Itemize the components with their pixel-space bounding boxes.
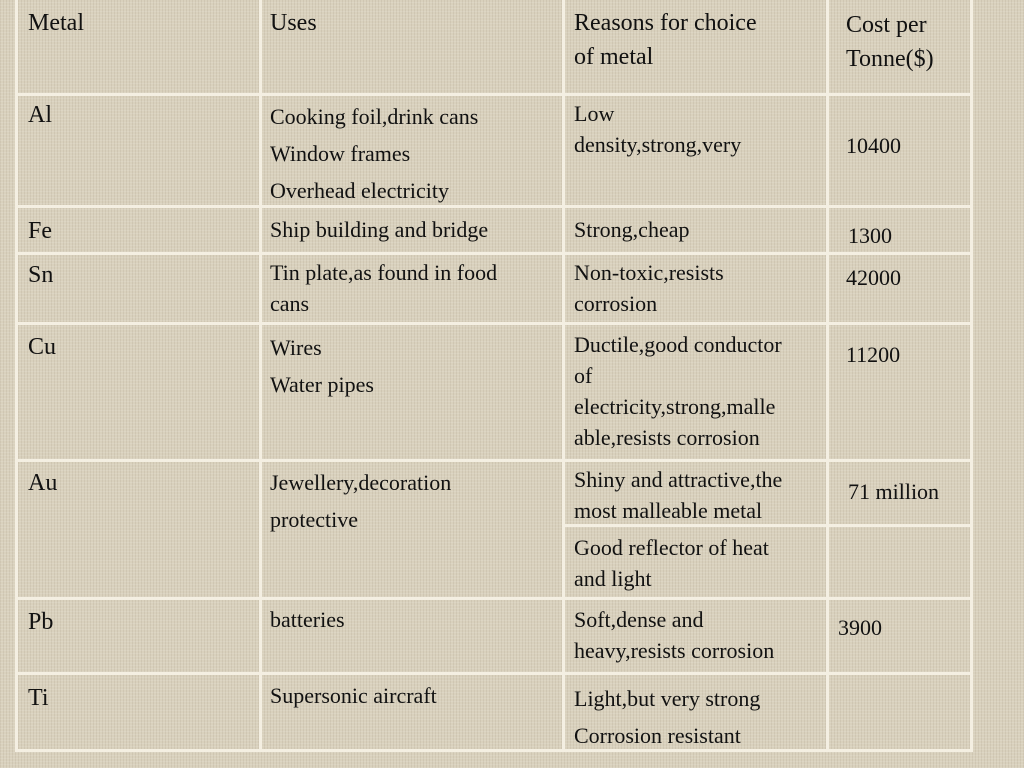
cost-cell [848, 476, 939, 507]
reasons-cell [574, 257, 724, 319]
header-metal-text: Metal [28, 10, 84, 36]
cost-cell [846, 339, 900, 370]
reasons-cell [574, 680, 760, 754]
reason-line: corrosion [574, 291, 658, 316]
table-border-left [15, 0, 18, 752]
reason-line: electricity,strong,malle [574, 394, 776, 419]
header-cost-line: Cost per [846, 12, 927, 38]
reason-line: Low [574, 101, 615, 126]
reasons-cell [574, 98, 741, 160]
column-divider [562, 0, 565, 752]
header-reasons [574, 6, 757, 74]
reasons-cell [574, 329, 782, 453]
table-border-bottom [15, 749, 973, 752]
use-item: Tin plate,as found in food [270, 260, 498, 285]
reason-line: able,resists corrosion [574, 425, 760, 450]
cost-value: 1300 [848, 223, 892, 248]
use-item: Supersonic aircraft [270, 683, 437, 708]
row-divider [15, 672, 973, 675]
header-divider [15, 93, 973, 96]
column-divider [826, 0, 829, 752]
metal-cell [28, 605, 53, 639]
cost-value: 11200 [846, 342, 901, 367]
reason-line: Shiny and attractive,the [574, 467, 783, 492]
reason-line: density,strong,very [574, 132, 742, 157]
cost-cell [838, 612, 882, 643]
header-reasons-line: Reasons for choice [574, 10, 757, 36]
cost-cell [846, 130, 901, 161]
reasons-cell [574, 464, 782, 526]
metal-symbol: Pb [28, 609, 54, 635]
metal-symbol: Ti [28, 685, 49, 711]
metal-cell [28, 98, 52, 132]
reason-line: Non-toxic,resists [574, 260, 724, 285]
reason-line: Light,but very strong [574, 686, 761, 711]
metal-cell [28, 330, 56, 364]
use-item: cans [270, 291, 310, 316]
metal-symbol: Al [28, 102, 52, 128]
reasons-cell [574, 214, 689, 245]
cost-value: 3900 [838, 615, 882, 640]
reason-line: Strong,cheap [574, 217, 690, 242]
use-item: Ship building and bridge [270, 217, 489, 242]
uses-cell [270, 604, 345, 635]
reason-line: Good reflector of heat [574, 535, 769, 560]
uses-cell [270, 680, 437, 711]
row-divider [15, 322, 973, 325]
uses-cell [270, 257, 497, 319]
reason-line: Ductile,good conductor [574, 332, 782, 357]
use-item: protective [270, 507, 358, 532]
cost-value: 10400 [846, 133, 901, 158]
uses-cell [270, 464, 451, 538]
sub-row-divider [826, 524, 973, 527]
reason-line: Soft,dense and [574, 607, 704, 632]
metal-cell [28, 681, 48, 715]
metal-cell [28, 214, 52, 248]
header-cost [846, 8, 934, 76]
use-item: Water pipes [270, 372, 374, 397]
uses-cell [270, 98, 478, 209]
cost-cell [846, 262, 901, 293]
cost-value: 71 million [848, 479, 940, 504]
cost-value: 42000 [846, 265, 901, 290]
metal-symbol: Cu [28, 334, 57, 360]
reason-line: Corrosion resistant [574, 723, 741, 748]
reason-line: of [574, 363, 593, 388]
column-divider [259, 0, 262, 752]
metal-symbol: Sn [28, 262, 54, 288]
use-item: Window frames [270, 141, 411, 166]
reason-line: and light [574, 566, 652, 591]
use-item: Wires [270, 335, 322, 360]
use-item: Cooking foil,drink cans [270, 104, 479, 129]
metal-symbol: Fe [28, 218, 52, 244]
cost-cell [848, 220, 892, 251]
table-border-right [970, 0, 973, 752]
header-metal [28, 6, 84, 40]
header-cost-line: Tonne($) [846, 46, 934, 72]
use-item: batteries [270, 607, 345, 632]
header-reasons-line: of metal [574, 44, 654, 70]
uses-cell [270, 214, 488, 245]
reason-line: most malleable metal [574, 498, 763, 523]
row-divider [15, 459, 973, 462]
use-item: Jewellery,decoration [270, 470, 452, 495]
header-uses [270, 6, 317, 40]
metal-symbol: Au [28, 470, 58, 496]
reason-line: heavy,resists corrosion [574, 638, 775, 663]
header-uses-text: Uses [270, 10, 317, 36]
row-divider [15, 597, 973, 600]
row-divider [15, 205, 973, 208]
metal-cell [28, 258, 53, 292]
reasons-cell-extra [574, 532, 769, 594]
metal-cell [28, 466, 57, 500]
uses-cell [270, 329, 374, 403]
row-divider [15, 252, 973, 255]
use-item: Overhead electricity [270, 178, 449, 203]
reasons-cell [574, 604, 774, 666]
